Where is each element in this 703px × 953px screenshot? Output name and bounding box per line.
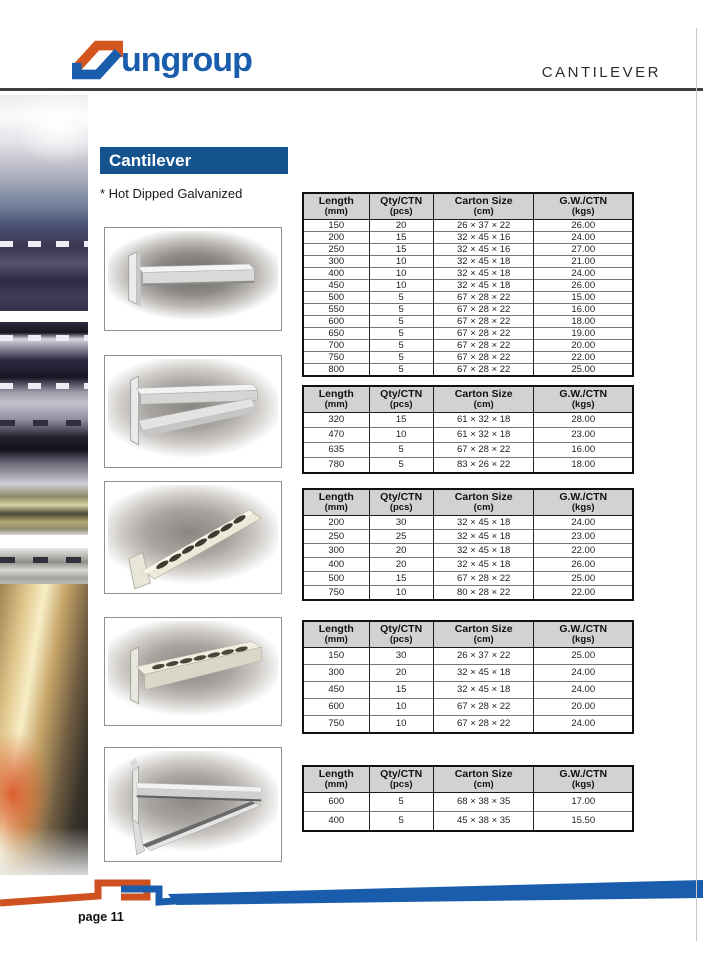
- table-row: [303, 243, 633, 255]
- table-cell: 24.00: [534, 515, 633, 529]
- table-cell: 5: [369, 363, 433, 376]
- table-cell: 32 × 45 × 18: [433, 255, 534, 267]
- table-row: [303, 664, 633, 681]
- table-cell: 5: [369, 315, 433, 327]
- column-header: Carton Size (cm): [433, 621, 534, 647]
- table-cell: 28.00: [534, 412, 633, 427]
- column-header: Length (mm): [303, 766, 369, 792]
- column-header: G.W./CTN (kgs): [534, 489, 633, 515]
- table-cell: 67 × 28 × 22: [433, 351, 534, 363]
- table-cell: 500: [303, 571, 369, 585]
- table-cell: 300: [303, 664, 369, 681]
- table-cell: 32 × 45 × 16: [433, 231, 534, 243]
- table-cell: 600: [303, 698, 369, 715]
- table-cell: 83 × 26 × 22: [433, 457, 534, 473]
- table-cell: 17.00: [534, 792, 633, 811]
- table-cell: 22.00: [534, 585, 633, 600]
- spec-table-2: [302, 385, 634, 474]
- table-cell: 5: [369, 442, 433, 457]
- table-cell: 10: [369, 279, 433, 291]
- table-cell: 30: [369, 647, 433, 664]
- table-cell: 10: [369, 255, 433, 267]
- product-photo-4: [104, 617, 282, 726]
- column-header: Length (mm): [303, 621, 369, 647]
- slotted-bracket-illustration: [105, 618, 281, 725]
- table-cell: 600: [303, 792, 369, 811]
- spec-table-3: [302, 488, 634, 601]
- table-cell: 15: [369, 231, 433, 243]
- column-header: Length (mm): [303, 193, 369, 219]
- table-cell: 250: [303, 243, 369, 255]
- table-cell: 16.00: [534, 442, 633, 457]
- table-cell: 20: [369, 219, 433, 231]
- spec-table-1: [302, 192, 634, 377]
- table-cell: 16.00: [534, 303, 633, 315]
- table-row: [303, 571, 633, 585]
- table-cell: 15: [369, 681, 433, 698]
- table-cell: 25: [369, 529, 433, 543]
- page-edge-line: [696, 28, 697, 941]
- column-header: Carton Size (cm): [433, 766, 534, 792]
- photo-strip-bottom: [0, 548, 88, 875]
- table-cell: 10: [369, 698, 433, 715]
- table-cell: 20: [369, 664, 433, 681]
- table-cell: 24.00: [534, 231, 633, 243]
- perforation-row: [0, 420, 88, 426]
- table-row: [303, 681, 633, 698]
- table-cell: 600: [303, 315, 369, 327]
- table-row: [303, 585, 633, 600]
- section-title: CANTILEVER: [541, 64, 661, 81]
- table-cell: 61 × 32 × 18: [433, 427, 534, 442]
- sungroup-s-mark-icon: [72, 34, 124, 86]
- spec-table: [302, 385, 634, 474]
- galvanized-note: * Hot Dipped Galvanized: [100, 186, 243, 201]
- table-cell: 20.00: [534, 698, 633, 715]
- slotted-bracket-illustration: [105, 482, 281, 593]
- table-cell: 5: [369, 303, 433, 315]
- header-row: [303, 621, 633, 647]
- table-cell: 19.00: [534, 327, 633, 339]
- table-cell: 67 × 28 × 22: [433, 698, 534, 715]
- table-row: [303, 442, 633, 457]
- table-cell: 26.00: [534, 557, 633, 571]
- table-cell: 750: [303, 585, 369, 600]
- table-cell: 32 × 45 × 18: [433, 529, 534, 543]
- header-row: [303, 489, 633, 515]
- table-cell: 18.00: [534, 457, 633, 473]
- table-row: [303, 515, 633, 529]
- table-row: [303, 291, 633, 303]
- table-cell: 470: [303, 427, 369, 442]
- table-cell: 27.00: [534, 243, 633, 255]
- table-cell: 67 × 28 × 22: [433, 303, 534, 315]
- perforation-row: [0, 383, 88, 389]
- table-row: [303, 427, 633, 442]
- sungroup-logo: [72, 34, 252, 86]
- page-number: page 11: [78, 910, 124, 924]
- header-divider: [0, 88, 703, 91]
- column-header: Carton Size (cm): [433, 193, 534, 219]
- table-cell: 10: [369, 267, 433, 279]
- table-cell: 700: [303, 339, 369, 351]
- table-cell: 67 × 28 × 22: [433, 327, 534, 339]
- photo-strip-middle: [0, 322, 88, 535]
- table-cell: 15: [369, 412, 433, 427]
- table-cell: 800: [303, 363, 369, 376]
- table-row: [303, 529, 633, 543]
- table-cell: 24.00: [534, 664, 633, 681]
- spec-table-5: [302, 765, 634, 832]
- table-cell: 5: [369, 792, 433, 811]
- table-cell: 26 × 37 × 22: [433, 647, 534, 664]
- column-header: Carton Size (cm): [433, 386, 534, 412]
- table-cell: 10: [369, 585, 433, 600]
- table-cell: 67 × 28 × 22: [433, 363, 534, 376]
- table-cell: 25.00: [534, 571, 633, 585]
- table-cell: 80 × 28 × 22: [433, 585, 534, 600]
- table-row: [303, 557, 633, 571]
- product-photo-3: [104, 481, 282, 594]
- table-cell: 750: [303, 715, 369, 733]
- table-row: [303, 363, 633, 376]
- column-header: Length (mm): [303, 489, 369, 515]
- table-cell: 67 × 28 × 22: [433, 339, 534, 351]
- table-cell: 150: [303, 219, 369, 231]
- table-cell: 32 × 45 × 16: [433, 243, 534, 255]
- table-cell: 10: [369, 427, 433, 442]
- table-cell: 15: [369, 571, 433, 585]
- table-cell: 320: [303, 412, 369, 427]
- cantilever-bracket-illustration: [105, 228, 281, 330]
- table-row: [303, 351, 633, 363]
- column-header: Qty/CTN (pcs): [369, 193, 433, 219]
- column-header: Qty/CTN (pcs): [369, 386, 433, 412]
- table-cell: 26.00: [534, 219, 633, 231]
- perforation-row: [0, 241, 88, 247]
- column-header: G.W./CTN (kgs): [534, 193, 633, 219]
- table-cell: 635: [303, 442, 369, 457]
- table-row: [303, 715, 633, 733]
- table-cell: 300: [303, 255, 369, 267]
- header-row: [303, 386, 633, 412]
- table-cell: 780: [303, 457, 369, 473]
- cantilever-bracket-illustration: [105, 356, 281, 467]
- column-header: Qty/CTN (pcs): [369, 766, 433, 792]
- table-cell: 200: [303, 231, 369, 243]
- table-row: [303, 303, 633, 315]
- spec-table: [302, 765, 634, 832]
- table-row: [303, 647, 633, 664]
- table-row: [303, 279, 633, 291]
- table-row: [303, 412, 633, 427]
- table-cell: 24.00: [534, 267, 633, 279]
- table-cell: 45 × 38 × 35: [433, 811, 534, 831]
- table-cell: 26.00: [534, 279, 633, 291]
- table-cell: 400: [303, 267, 369, 279]
- table-cell: 5: [369, 339, 433, 351]
- table-cell: 32 × 45 × 18: [433, 279, 534, 291]
- table-cell: 25.00: [534, 363, 633, 376]
- table-cell: 67 × 28 × 22: [433, 571, 534, 585]
- logo-wordmark: ungroup: [121, 41, 252, 79]
- product-photo-5: [104, 747, 282, 862]
- table-cell: 67 × 28 × 22: [433, 315, 534, 327]
- table-row: [303, 327, 633, 339]
- table-cell: 750: [303, 351, 369, 363]
- table-row: [303, 267, 633, 279]
- table-cell: 25.00: [534, 647, 633, 664]
- table-row: [303, 792, 633, 811]
- column-header: Qty/CTN (pcs): [369, 489, 433, 515]
- table-cell: 650: [303, 327, 369, 339]
- photo-machined-rows: [0, 548, 88, 588]
- spec-table: [302, 192, 634, 377]
- table-cell: 32 × 45 × 18: [433, 664, 534, 681]
- table-cell: 21.00: [534, 255, 633, 267]
- table-row: [303, 811, 633, 831]
- table-cell: 15.00: [534, 291, 633, 303]
- column-header: G.W./CTN (kgs): [534, 386, 633, 412]
- table-cell: 32 × 45 × 18: [433, 267, 534, 279]
- photo-strip-top: [0, 95, 88, 311]
- table-cell: 23.00: [534, 427, 633, 442]
- table-cell: 550: [303, 303, 369, 315]
- table-cell: 200: [303, 515, 369, 529]
- table-cell: 20: [369, 543, 433, 557]
- table-cell: 450: [303, 279, 369, 291]
- table-row: [303, 219, 633, 231]
- table-cell: 400: [303, 811, 369, 831]
- table-cell: 300: [303, 543, 369, 557]
- column-header: G.W./CTN (kgs): [534, 621, 633, 647]
- table-row: [303, 255, 633, 267]
- photo-fade: [0, 827, 88, 875]
- table-cell: 32 × 45 × 18: [433, 681, 534, 698]
- perforation-row: [0, 335, 88, 341]
- table-cell: 24.00: [534, 715, 633, 733]
- header-row: [303, 193, 633, 219]
- table-cell: 5: [369, 327, 433, 339]
- table-cell: 67 × 28 × 22: [433, 442, 534, 457]
- table-row: [303, 339, 633, 351]
- table-row: [303, 457, 633, 473]
- braced-bracket-illustration: [105, 748, 281, 861]
- spec-table-4: [302, 620, 634, 734]
- table-cell: 67 × 28 × 22: [433, 291, 534, 303]
- table-cell: 32 × 45 × 18: [433, 515, 534, 529]
- table-cell: 450: [303, 681, 369, 698]
- column-header: Qty/CTN (pcs): [369, 621, 433, 647]
- spec-table: [302, 488, 634, 601]
- table-cell: 61 × 32 × 18: [433, 412, 534, 427]
- page-title: Cantilever: [100, 147, 288, 174]
- table-row: [303, 543, 633, 557]
- table-cell: 23.00: [534, 529, 633, 543]
- table-cell: 5: [369, 457, 433, 473]
- table-cell: 30: [369, 515, 433, 529]
- table-cell: 68 × 38 × 35: [433, 792, 534, 811]
- table-cell: 26 × 37 × 22: [433, 219, 534, 231]
- header-row: [303, 766, 633, 792]
- table-cell: 24.00: [534, 681, 633, 698]
- table-cell: 500: [303, 291, 369, 303]
- column-header: Carton Size (cm): [433, 489, 534, 515]
- spec-table: [302, 620, 634, 734]
- sidebar-photo-strip: [0, 95, 88, 875]
- table-cell: 32 × 45 × 18: [433, 543, 534, 557]
- table-cell: 18.00: [534, 315, 633, 327]
- table-row: [303, 698, 633, 715]
- table-row: [303, 231, 633, 243]
- perforation-row: [0, 557, 88, 563]
- table-cell: 250: [303, 529, 369, 543]
- column-header: G.W./CTN (kgs): [534, 766, 633, 792]
- table-cell: 20.00: [534, 339, 633, 351]
- table-cell: 5: [369, 811, 433, 831]
- table-cell: 15: [369, 243, 433, 255]
- table-cell: 5: [369, 291, 433, 303]
- table-row: [303, 315, 633, 327]
- table-cell: 150: [303, 647, 369, 664]
- table-cell: 10: [369, 715, 433, 733]
- product-photo-1: [104, 227, 282, 331]
- table-cell: 400: [303, 557, 369, 571]
- table-cell: 32 × 45 × 18: [433, 557, 534, 571]
- table-cell: 67 × 28 × 22: [433, 715, 534, 733]
- table-cell: 22.00: [534, 351, 633, 363]
- table-cell: 15.50: [534, 811, 633, 831]
- table-cell: 22.00: [534, 543, 633, 557]
- table-cell: 5: [369, 351, 433, 363]
- column-header: Length (mm): [303, 386, 369, 412]
- product-photo-2: [104, 355, 282, 468]
- table-cell: 20: [369, 557, 433, 571]
